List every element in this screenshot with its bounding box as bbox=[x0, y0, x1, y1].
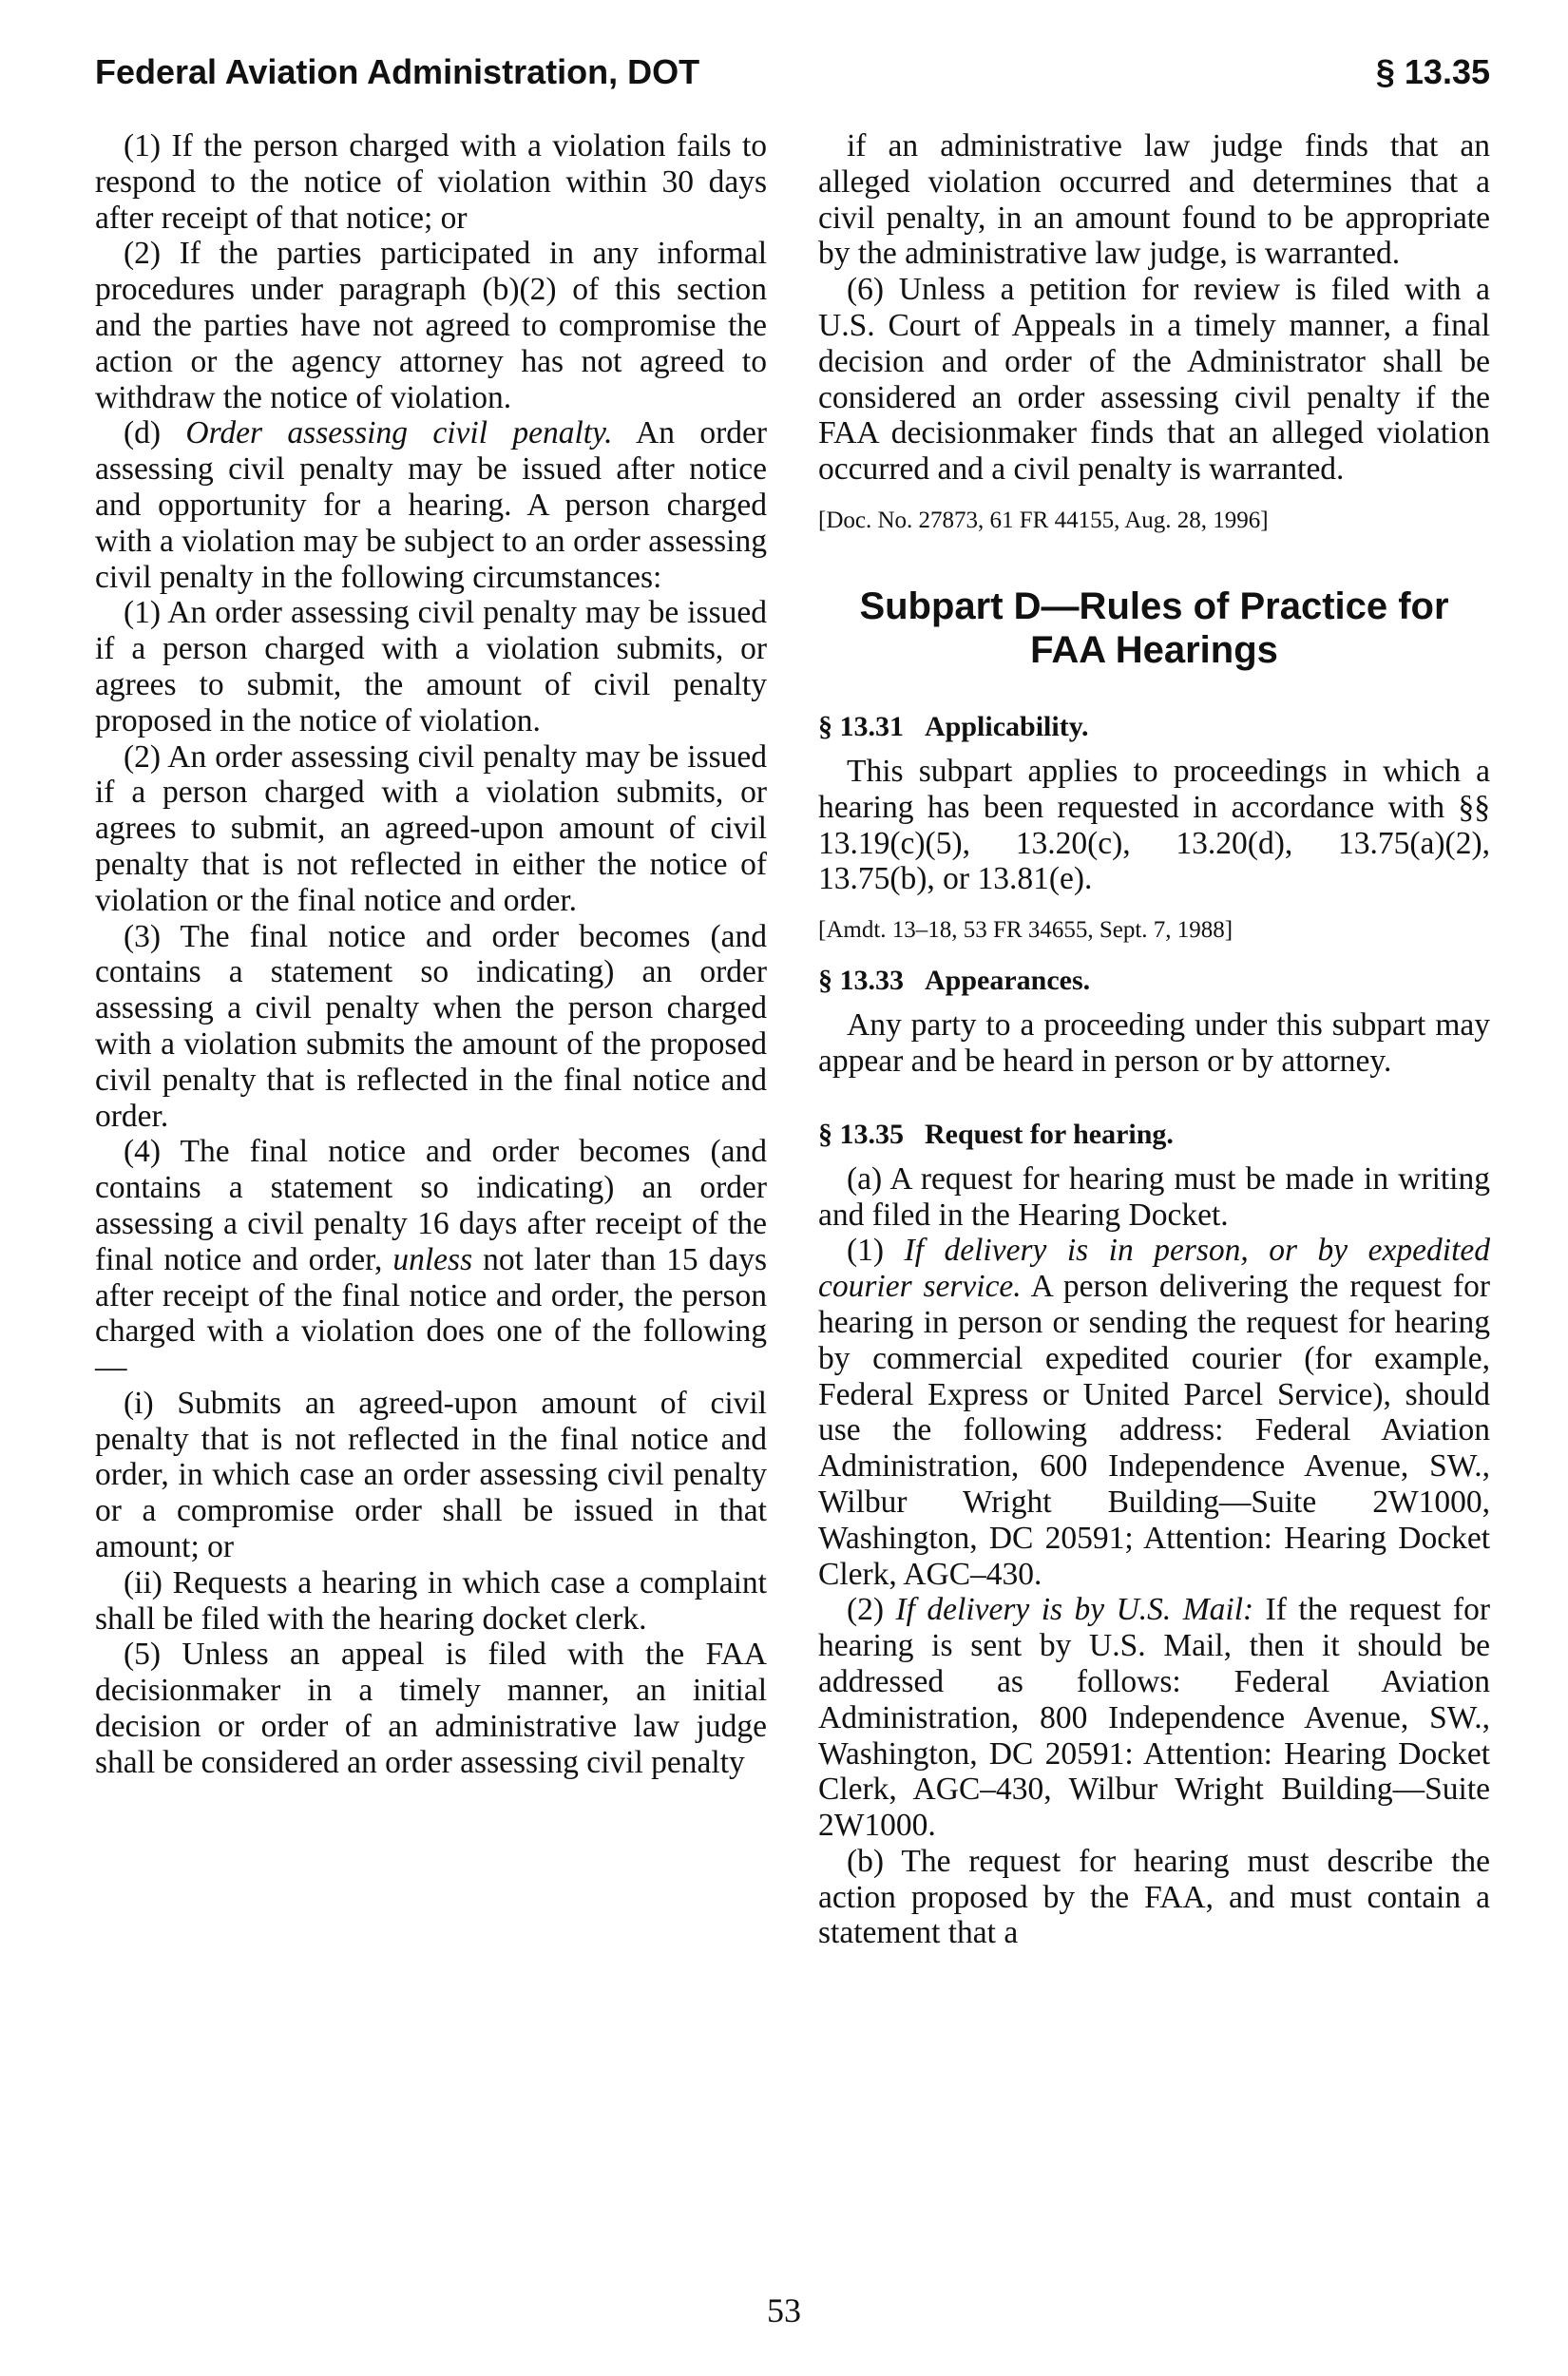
source-citation: [Doc. No. 27873, 61 FR 44155, Aug. 28, 1996] bbox=[818, 507, 1269, 533]
paragraph-heading: If delivery is in person, or by expedited courier service. bbox=[818, 1233, 1490, 1305]
section-heading bbox=[818, 710, 1490, 744]
paragraph: (5) Unless an appeal is filed with the FAA decisionmaker in a timely manner, an initial decision or order of an administrative law judge shall be considered an order assessing civil penalty bbox=[95, 1637, 767, 1780]
paragraph-text: (4) The final notice and order becomes (and contains a statement so indicating) an order assessing a civil penalty 16 days after receipt of the final notice and order, bbox=[95, 1134, 767, 1277]
source-citation: [Amdt. 13–18, 53 FR 34655, Sept. 7, 1988] bbox=[818, 917, 1233, 944]
paragraph: (6) Unless a petition for review is filed with a U.S. Court of Appeals in a timely manner, a final decision and order of the Administrator shall be considered an order assessing civil penalty if the FAA decisionmaker finds that an alleged violation occurred and a civil penalty is warranted. bbox=[818, 272, 1490, 488]
subpart-heading-line: Subpart D—Rules of Practice for bbox=[859, 584, 1449, 627]
section-title: Appearances. bbox=[925, 965, 1091, 997]
paragraph-text: An order assessing civil penalty may be issued after notice and opportunity for a hearing. A person charged with a violation may be subject to an order assessing civil penalty in the following circumstances: bbox=[95, 415, 767, 595]
paragraph bbox=[818, 1233, 1490, 1592]
left-column bbox=[95, 128, 767, 1781]
paragraph-text: not later than 15 days after receipt of the final notice and order, the person charged with a violation does one of the following— bbox=[95, 1241, 768, 1386]
section-heading bbox=[818, 1118, 1490, 1152]
paragraph: (b) The request for hearing must describe the action proposed by the FAA, and must contain a statement that a bbox=[818, 1843, 1490, 1951]
section-number: § 13.31 bbox=[818, 710, 904, 742]
running-head-title: Federal Aviation Administration, DOT bbox=[95, 52, 700, 91]
paragraph-heading: If delivery is by U.S. Mail: bbox=[895, 1592, 1254, 1628]
paragraph-text: If the request for hearing is sent by U.S. Mail, then it should be addressed as follows: Federal Aviation Administration, 800 Independence Avenue, SW., Washington, DC 20591: Attention: Hearing Docket Clerk, AGC–430, Wilbur Wright Building—Suite 2W1000. bbox=[818, 1592, 1490, 1844]
running-head bbox=[95, 52, 1490, 100]
section-heading bbox=[818, 964, 1490, 998]
paragraph: (1) If the person charged with a violation fails to respond to the notice of violation within 30 days after receipt of that notice; or bbox=[95, 128, 767, 236]
paragraph-label: (1) bbox=[847, 1233, 885, 1269]
section-number: § 13.33 bbox=[818, 965, 904, 997]
page-number: 53 bbox=[767, 2291, 801, 2329]
paragraph: (a) A request for hearing must be made in writing and filed in the Hearing Docket. bbox=[818, 1160, 1490, 1233]
section-number: § 13.35 bbox=[818, 1118, 904, 1150]
paragraph-label: (2) bbox=[847, 1592, 885, 1628]
paragraph-label: (d) bbox=[124, 415, 162, 451]
emphasis: unless bbox=[392, 1241, 473, 1277]
paragraph: (3) The final notice and order becomes (and contains a statement so indicating) an order assessing a civil penalty when the person charged with a violation submits the amount of the proposed civil penalty that is reflected in the final notice and order. bbox=[95, 918, 767, 1134]
paragraph bbox=[95, 1134, 767, 1386]
paragraph: (2) An order assessing civil penalty may be issued if a person charged with a violation submits, or agrees to submit, an agreed-upon amount of civil penalty that is not reflected in either the notice of violation or the final notice and order. bbox=[95, 738, 767, 918]
subpart-heading-line: FAA Hearings bbox=[1030, 628, 1278, 671]
subpart-heading bbox=[818, 584, 1490, 672]
paragraph: (ii) Requests a hearing in which case a complaint shall be filed with the hearing docket clerk. bbox=[95, 1564, 767, 1637]
paragraph: Any party to a proceeding under this subpart may appear and be heard in person or by attorney. bbox=[818, 1007, 1490, 1079]
paragraph-heading: Order assessing civil penalty. bbox=[185, 415, 613, 451]
paragraph bbox=[818, 1592, 1490, 1844]
paragraph: if an administrative law judge finds that an alleged violation occurred and determines that a civil penalty, in an amount found to be appropriate by the administrative law judge, is warranted. bbox=[818, 128, 1490, 272]
section-title: Request for hearing. bbox=[925, 1118, 1174, 1150]
paragraph: (i) Submits an agreed-upon amount of civil penalty that is not reflected in the final notice and order, in which case an order assessing civil penalty or a compromise order shall be issued in that amount; or bbox=[95, 1385, 767, 1565]
section-title: Applicability. bbox=[925, 710, 1089, 742]
paragraph: (2) If the parties participated in any informal procedures under paragraph (b)(2) of this section and the parties have not agreed to compromise the action or the agency attorney has not agreed to withdraw the notice of violation. bbox=[95, 236, 767, 415]
paragraph bbox=[95, 415, 767, 595]
running-head-section: § 13.35 bbox=[1375, 52, 1490, 91]
paragraph-text: A person delivering the request for hearing in person or sending the request for hearing by commercial expedited courier (for example, Federal Express or United Parcel Service), should use the following address: Federal Aviation Administration, 600 Independence Avenue, SW., Wilbur Wright Building—Suite 2W1000, Washington, DC 20591; Attention: Hearing Docket Clerk, AGC–430. bbox=[818, 1269, 1490, 1592]
right-column bbox=[818, 128, 1490, 1951]
paragraph: (1) An order assessing civil penalty may be issued if a person charged with a violation submits, or agrees to submit, the amount of civil penalty proposed in the notice of violation. bbox=[95, 595, 767, 738]
paragraph: This subpart applies to proceedings in which a hearing has been requested in accordance with §§ 13.19(c)(5), 13.20(c), 13.20(d), 13.75(a)(2), 13.75(b), or 13.81(e). bbox=[818, 753, 1490, 897]
